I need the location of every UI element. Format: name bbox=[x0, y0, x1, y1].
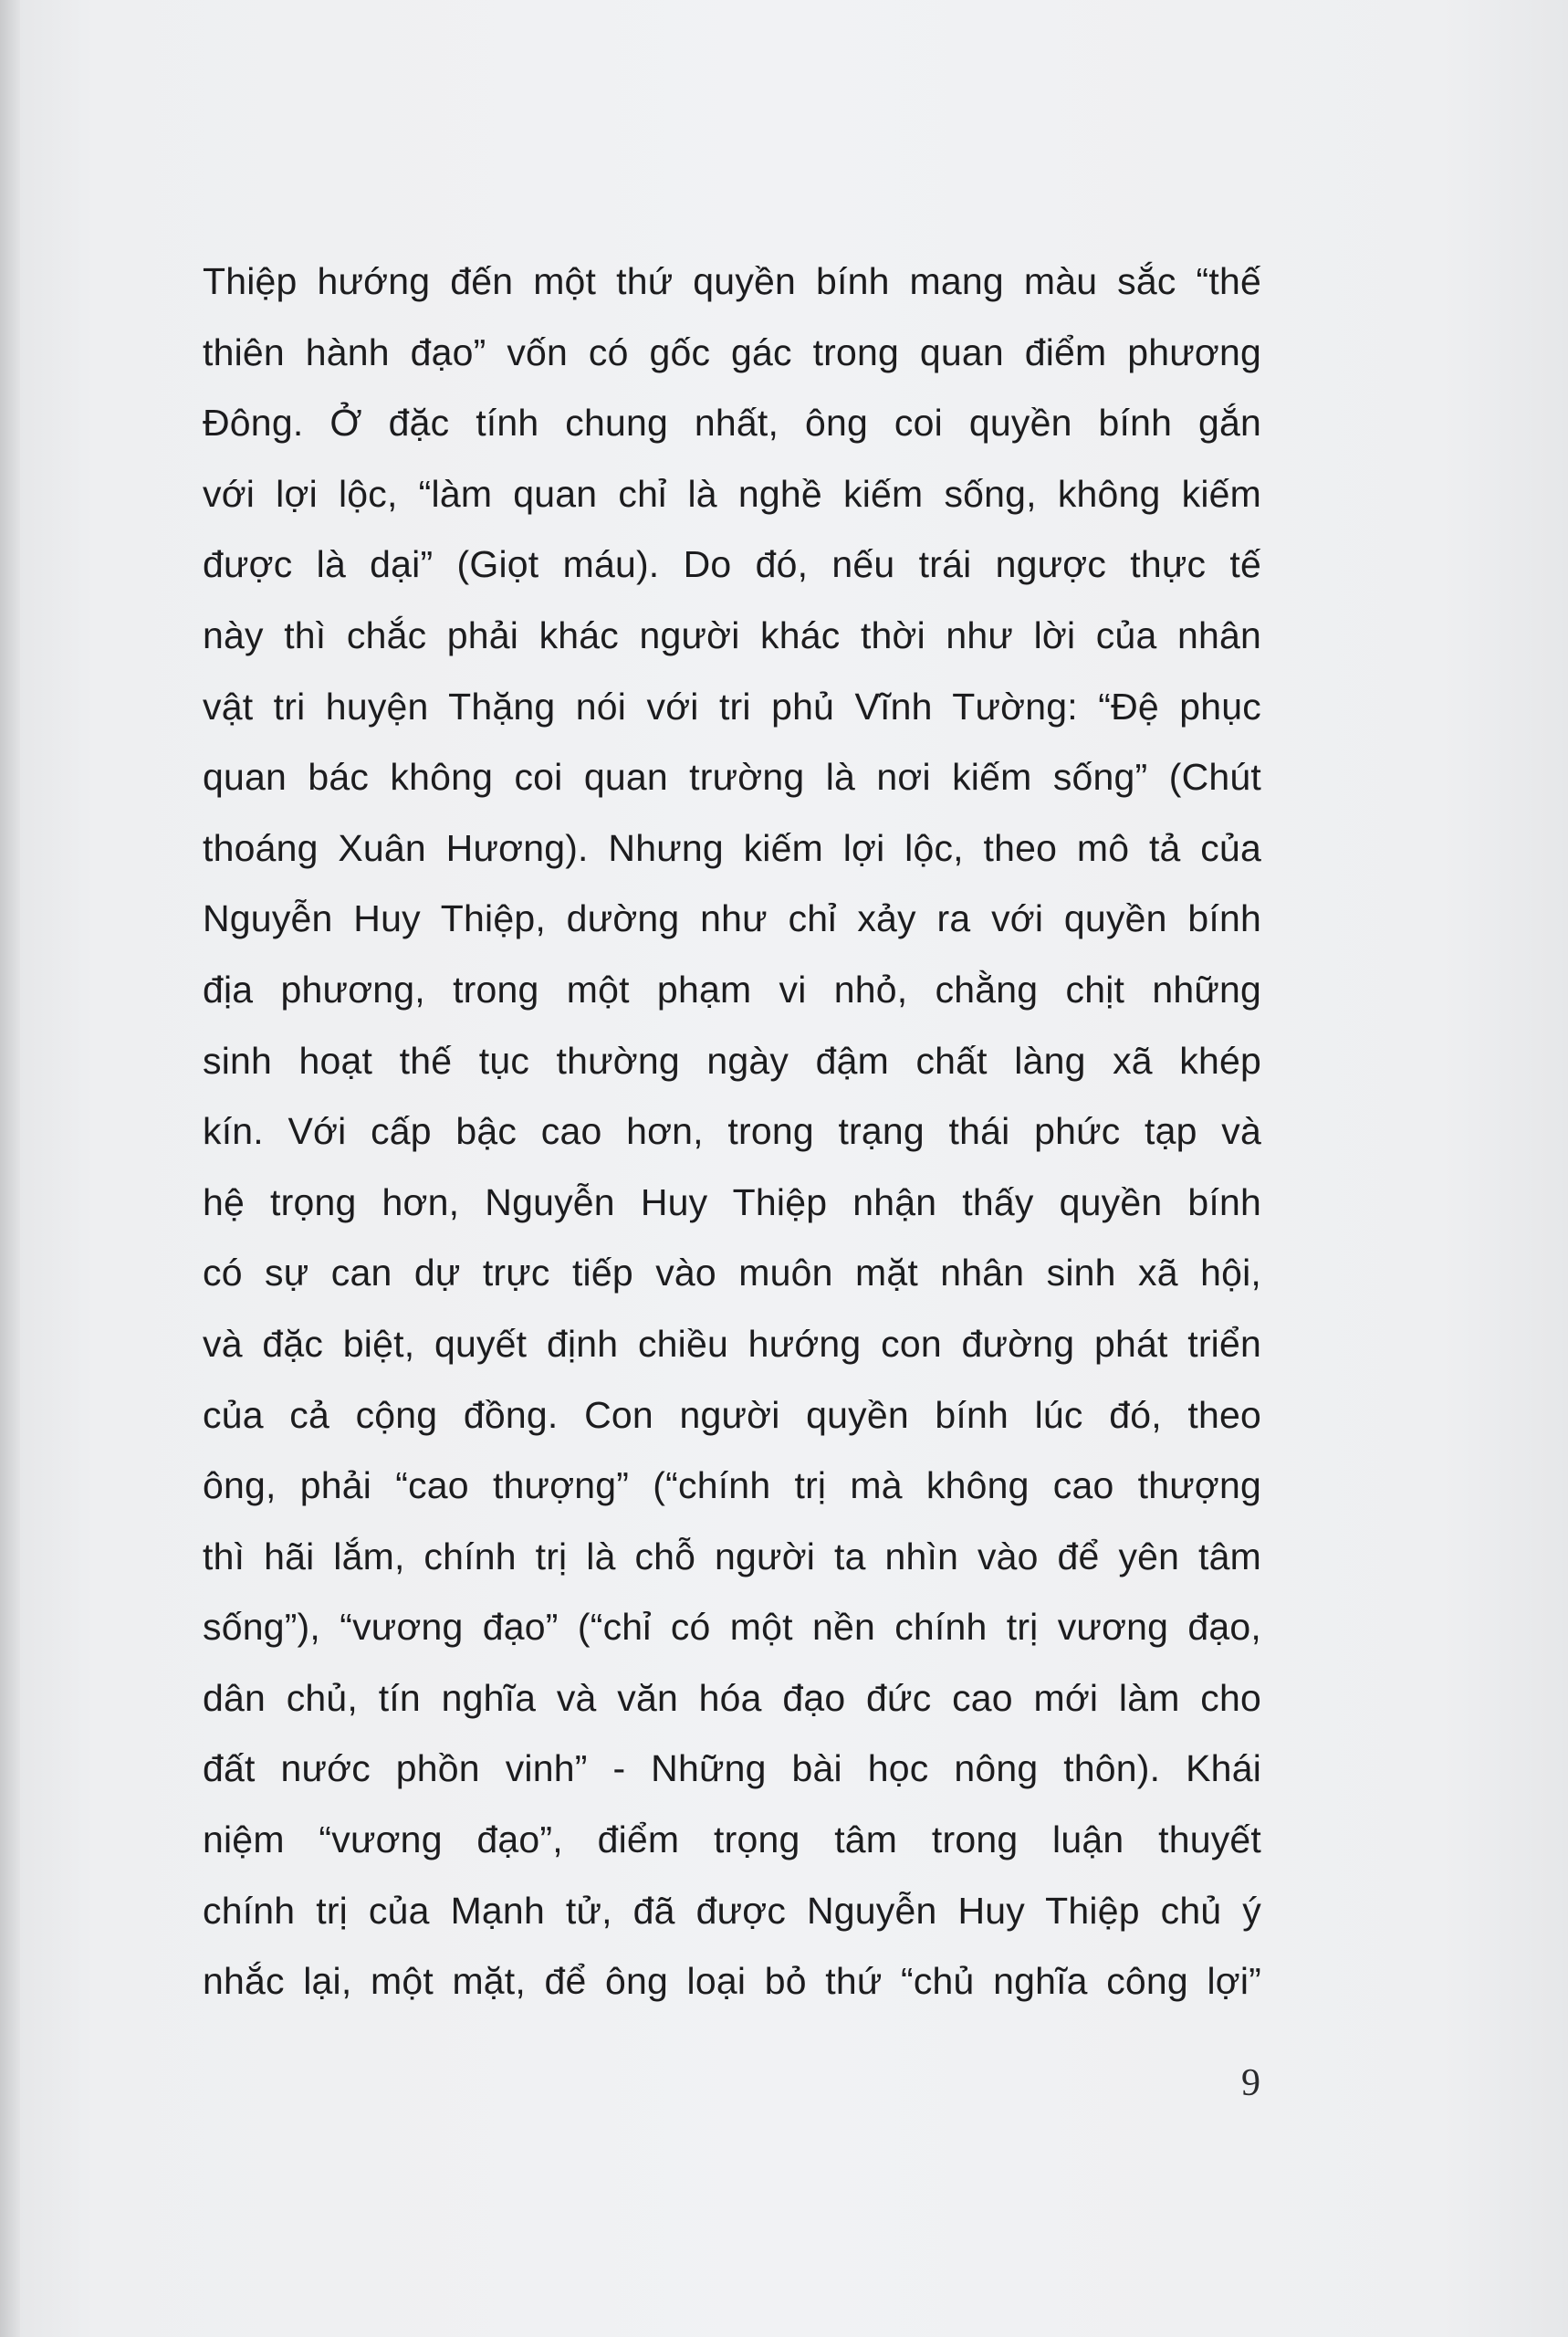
body-paragraph bbox=[203, 246, 1261, 2017]
page-number: 9 bbox=[1241, 2062, 1260, 2104]
text-line: địa phương, trong một phạm vi nhỏ, chằng chịt những bbox=[203, 968, 1261, 1011]
text-line: này thì chắc phải khác người khác thời như lời của nhân bbox=[203, 613, 1261, 656]
text-line: dân chủ, tín nghĩa và văn hóa đạo đức cao mới làm cho bbox=[203, 1676, 1261, 1719]
text-line: Thiệp hướng đến một thứ quyền bính mang màu sắc “thế bbox=[203, 260, 1261, 302]
text-line: thoáng Xuân Hương). Nhưng kiếm lợi lộc, theo mô tả của bbox=[203, 826, 1261, 869]
text-line: kín. Với cấp bậc cao hơn, trong trạng thái phức tạp và bbox=[203, 1110, 1261, 1153]
text-line: thì hãi lắm, chính trị là chỗ người ta nhìn vào để yên tâm bbox=[203, 1535, 1261, 1577]
text-line: có sự can dự trực tiếp vào muôn mặt nhân sinh xã hội, bbox=[203, 1252, 1261, 1294]
text-line: Đông. Ở đặc tính chung nhất, ông coi quyền bính gắn bbox=[203, 402, 1261, 445]
text-line: đất nước phồn vinh” - Những bài học nông thôn). Khái bbox=[203, 1747, 1261, 1790]
text-line: với lợi lộc, “làm quan chỉ là nghề kiếm sống, không kiếm bbox=[203, 472, 1261, 515]
text-line: thiên hành đạo” vốn có gốc gác trong quan điểm phương bbox=[203, 330, 1261, 373]
text-line: sinh hoạt thế tục thường ngày đậm chất làng xã khép bbox=[203, 1039, 1261, 1082]
text-line: ông, phải “cao thượng” (“chính trị mà không cao thượng bbox=[203, 1464, 1261, 1507]
text-line: quan bác không coi quan trường là nơi kiếm sống” (Chút bbox=[203, 756, 1261, 799]
text-line: sống”), “vương đạo” (“chỉ có một nền chính trị vương đạo, bbox=[203, 1606, 1261, 1649]
text-line: hệ trọng hơn, Nguyễn Huy Thiệp nhận thấy quyền bính bbox=[203, 1180, 1261, 1223]
text-line: niệm “vương đạo”, điểm trọng tâm trong luận thuyết bbox=[203, 1818, 1261, 1861]
page-spine-shadow bbox=[0, 0, 20, 2337]
text-line: được là dại” (Giọt máu). Do đó, nếu trái ngược thực tế bbox=[203, 543, 1261, 586]
text-line: nhắc lại, một mặt, để ông loại bỏ thứ “chủ nghĩa công lợi” bbox=[203, 1960, 1261, 2003]
text-line: và đặc biệt, quyết định chiều hướng con đường phát triển bbox=[203, 1322, 1261, 1365]
text-line: của cả cộng đồng. Con người quyền bính lúc đó, theo bbox=[203, 1393, 1261, 1436]
text-line: vật tri huyện Thặng nói với tri phủ Vĩnh Tường: “Đệ phục bbox=[203, 685, 1261, 728]
text-line: Nguyễn Huy Thiệp, dường như chỉ xảy ra với quyền bính bbox=[203, 897, 1261, 940]
text-line: chính trị của Mạnh tử, đã được Nguyễn Huy Thiệp chủ ý bbox=[203, 1889, 1261, 1932]
